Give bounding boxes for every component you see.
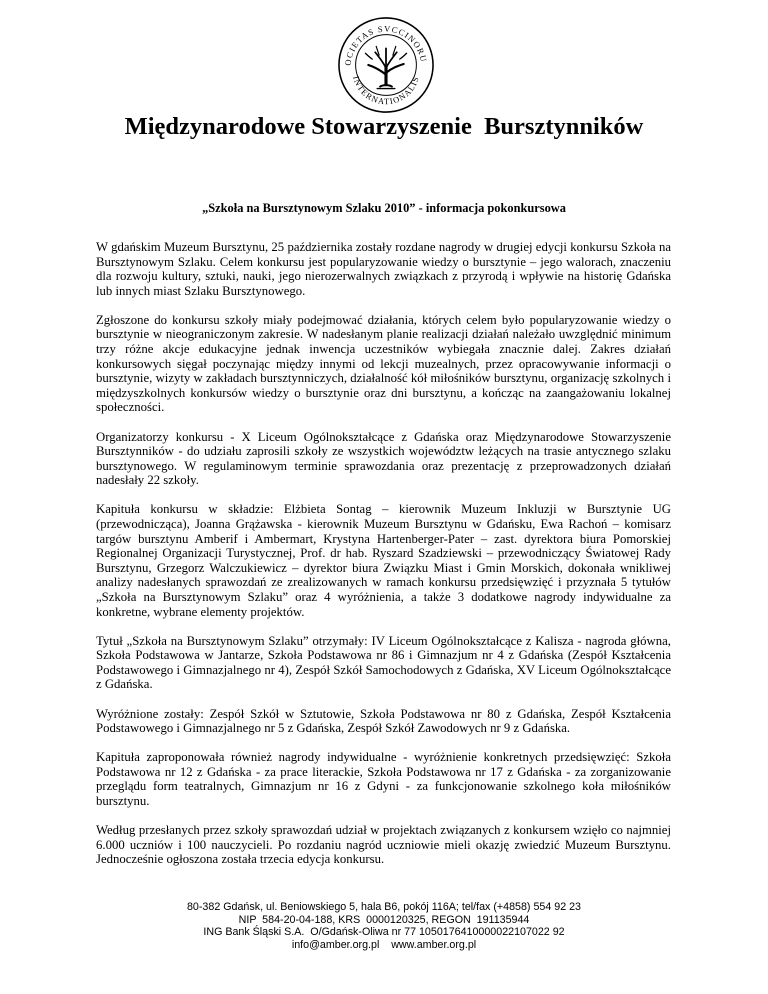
footer-contact: info@amber.org.pl www.amber.org.pl [291, 938, 477, 951]
footer-registry: NIP 584-20-04-188, KRS 0000120325, REGON 191135944 [238, 913, 530, 926]
paragraph-summary: Według przesłanych przez szkoły sprawozdań udział w projektach związanych z konkursem wzięło co najmniej 6.000 uczniów i 100 nauczycieli. Po rozdaniu nagród uczniowie mieli okazję zwiedzić Muzeum Bursztynu. Jednocześnie ogłoszona została trzecia edycja konkursu. [96, 823, 671, 867]
paragraph-distinctions: Wyróżnione zostały: Zespół Szkół w Sztutowie, Szkoła Podstawowa nr 80 z Gdańska, Zespół Kształcenia Podstawowego i Gimnazjalnego nr 5 z Gdańska, Zespół Szkół Zawodowych nr 9 z Gdańska. [96, 706, 671, 736]
organization-name: Międzynarodowe Stowarzyszenie Bursztynników [124, 113, 644, 140]
logo-text-top: OCIETAS SVCCINORU [342, 23, 430, 67]
footer-bank: ING Bank Śląski S.A. O/Gdańsk-Oliwa nr 77 1050176410000022107022 92 [203, 926, 565, 939]
document-body [96, 240, 671, 881]
tree-emblem [365, 46, 406, 88]
paragraph-organizers: Organizatorzy konkursu - X Liceum Ogólnokształcące z Gdańska oraz Międzynarodowe Stowarzyszenie Bursztynników - do udziału zaprosili szkoły ze wszystkich województw leżących na trasie antycznego szlaku bursztynowego. W regulaminowym terminie sprawozdania oraz prezentację z przeprowadzonych działań nadesłały 22 szkoły. [96, 429, 671, 488]
footer-address: 80-382 Gdańsk, ul. Beniowskiego 5, hala B6, pokój 116A; tel/fax (+4858) 554 92 23 [186, 901, 582, 913]
footer [0, 901, 768, 951]
paragraph-titles: Tytuł „Szkoła na Bursztynowym Szlaku” otrzymały: IV Liceum Ogólnokształcące z Kalisza - nagroda główna, Szkoła Podstawowa w Jantarze, Szkoła Podstawowa nr 86 i Gimnazjum nr 4 z Gdańska (Zespół Kształcenia Podstawowego i Gimnazjalnego nr 4), Zespół Szkół Samochodowych z Gdańska, XV Liceum Ogólnokształcące z Gdańska. [96, 633, 671, 692]
paragraph-intro: W gdańskim Muzeum Bursztynu, 25 października zostały rozdane nagrody w drugiej edycji konkursu Szkoła na Bursztynowym Szlaku. Celem konkursu jest popularyzowanie wiedzy o bursztynie – jego walorach, znaczeniu dla rozwoju kultury, sztuki, nauki, jego nierozerwalnych związkach z przyrodą i wpływie na historię Gdańska lub innych miast Szlaku Bursztynowego. [96, 240, 671, 298]
society-logo [337, 16, 435, 114]
paragraph-scope: Zgłoszone do konkursu szkoły miały podejmować działania, których celem było popularyzowanie wiedzy o bursztynie w nieograniczonym zakresie. W nadesłanym planie realizacji działań należało uwzględnić minimum trzy różne akcje edukacyjne jednak inwencja uczestników wybiegała znacznie dalej. Zakres działań konkursowych sięgał poczynając między innymi od lekcji muzealnych, przez opracowywanie informacji o bursztynie, wizyty w zakładach bursztynniczych, działalność kół miłośników bursztynu, organizację szkolnych i międzyszkolnych konkursów wiedzy o bursztynie oraz dni bursztynu, a kończąc na zaangażowaniu lokalnej społeczności. [96, 312, 671, 415]
paragraph-jury: Kapituła konkursu w składzie: Elżbieta Sontag – kierownik Muzeum Inkluzji w Bursztynie UG (przewodnicząca), Joanna Grążawska - kierownik Muzeum Bursztynu w Gdańsku, Ewa Rachoń – komisarz targów bursztynu Amberif i Ambermart, Krystyna Hartenberger-Pater – zast. dyrektora biura Pomorskiej Regionalnej Organizacji Turystycznej, Prof. dr hab. Ryszard Szadziewski – przewodniczący Światowej Rady Bursztynu, Grzegorz Walczukiewicz – dyrektor biura Związku Miast i Gmin Morskich, dokonała wnikliwej analizy nadesłanych sprawozdań ze zrealizowanych w ramach konkursu przedsięwzięć i przyznała 5 tytułów „Szkoła na Bursztynowym Szlaku” oraz 4 wyróżnienia, a także 3 dodatkowe nagrody indywidualne za konkretne, wybrane elementy projektów. [96, 502, 671, 619]
document-title: „Szkoła na Bursztynowym Szlaku 2010” - informacja pokonkursowa [202, 201, 566, 215]
logo-text-bottom: INTERNATIONALIS [351, 74, 421, 107]
paragraph-individual-awards: Kapituła zaproponowała również nagrody indywidualne - wyróżnienie konkretnych przedsięwzięć: Szkoła Podstawowa nr 12 z Gdańska - za prace literackie, Szkoła Podstawowa nr 17 z Gdańska - za zorganizowanie przeglądu form teatralnych, Gimnazjum nr 16 z Gdyni - za funkcjonowanie szkolnego koła miłośników bursztynu. [96, 750, 671, 808]
